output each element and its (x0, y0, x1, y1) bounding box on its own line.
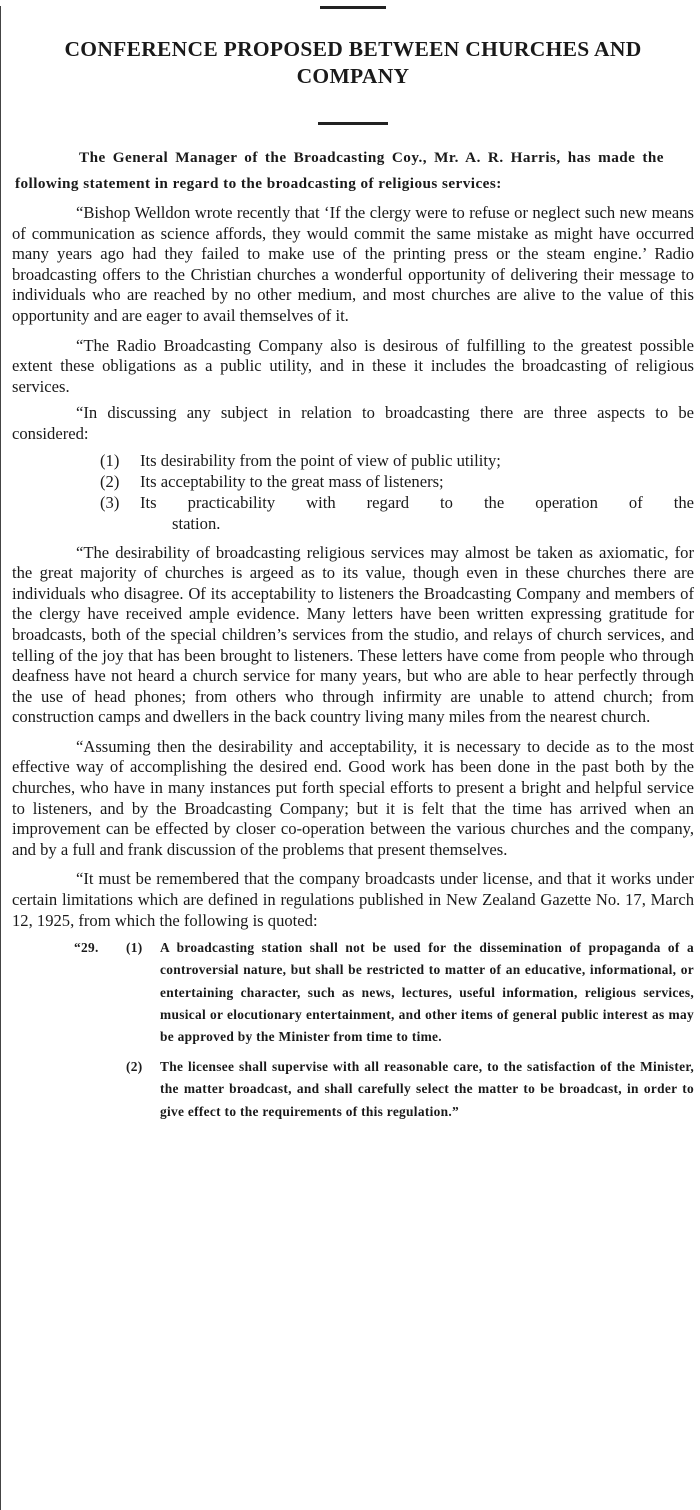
list-number: (3) (100, 492, 120, 512)
body-paragraph: “In discussing any subject in relation to broadcasting there are three aspects to be considered: (12, 403, 694, 443)
regulation-clause (74, 937, 694, 1048)
list-text: station. (172, 513, 221, 533)
aspects-list (100, 450, 694, 534)
list-item (100, 492, 694, 513)
clause-text: A broadcasting station shall not be used for the dissemination of propaganda of a controversial nature, but shall be restricted to matter of an educative, informational, or entertaining character, such as news, lectures, useful information, religious services, musical or elocutionary entertainment, and other items of general public interest as may be approved by the Minister from time to time. (160, 940, 694, 1045)
headline-divider (318, 122, 388, 125)
list-item (100, 450, 694, 471)
clause-text: The licensee shall supervise with all reasonable care, to the satisfaction of the Minister, the matter broadcast, and shall carefully select the matter to be broadcast, in order to give effect to the requirements of this regulation.” (160, 1059, 694, 1119)
list-item (100, 471, 694, 492)
list-text: Its desirability from the point of view of public utility; (140, 450, 501, 470)
list-number: (2) (100, 471, 120, 491)
body-paragraph: “It must be remembered that the company broadcasts under license, and that it works under certain limitations which are defined in regulations published in New Zealand Gazette No. 17, March 12, 1925, from which the following is quoted: (12, 869, 694, 930)
newspaper-column (0, 6, 700, 1510)
clause-number: (2) (126, 1059, 143, 1075)
body-paragraph: “The Radio Broadcasting Company also is desirous of fulfilling to the greatest possible extent these obligations as a public utility, and in these it includes the broadcasting of religious services. (12, 335, 694, 396)
intro-paragraph: The General Manager of the Broadcasting Coy., Mr. A. R. Harris, has made the following statement in regard to the broadcasting of religious services: (15, 149, 664, 192)
list-item-continuation (100, 513, 694, 534)
list-number: (1) (100, 450, 120, 470)
column-rule (0, 6, 1, 1510)
regulation-section: “29. (74, 940, 99, 956)
list-text: Its acceptability to the great mass of listeners; (140, 471, 444, 491)
clause-number: (1) (126, 940, 143, 956)
body-paragraph: “Bishop Welldon wrote recently that ‘If the clergy were to refuse or neglect such new means of communication as science affords, they would commit the same mistake as might have occurred many years ago had they failed to make use of the printing press or the steam engine.’ Radio broadcasting offers to the Christian churches a wonderful opportunity of delivering their message to individuals who are reached by no other medium, and most churches are alive to the value of this opportunity and are eager to avail themselves of it. (12, 203, 694, 325)
body-paragraph: “Assuming then the desirability and acceptability, it is necessary to decide as to the most effective way of accomplishing the desired end. Good work has been done in the past both by the churches, who have in many instances put forth special efforts to present a bright and helpful service to listeners, and by the Broadcasting Company; but it is felt that the time has arrived when an improvement can be effected by closer co-operation between the various churches and the company, and by a full and frank discussion of the problems that present themselves. (12, 736, 694, 859)
headline: CONFERENCE PROPOSED BETWEEN CHURCHES AND COMPANY (64, 37, 642, 88)
top-divider (320, 6, 386, 9)
list-text: Its practicability with regard to the operation of the (140, 492, 694, 512)
regulation-clause (126, 1056, 694, 1123)
body-paragraph: “The desirability of broadcasting religious services may almost be taken as axiomatic, for the great majority of churches is argeed as to its value, though even in these churches there are individuals who disagree. Of its acceptability to listeners the Broadcasting Company and members of the clergy have received ample evidence. Many letters have been written expressing gratitude for broadcasts, both of the special children’s services from the studio, and relays of church services, and telling of the joy that has been brought to listeners. These letters have come from people who through deafness have not heard a church service for many years, but who are able to hear perfectly through the use of head phones; from others who through infirmity are unable to attend church; from construction camps and dwellers in the back country living many miles from the nearest church. (12, 542, 694, 727)
